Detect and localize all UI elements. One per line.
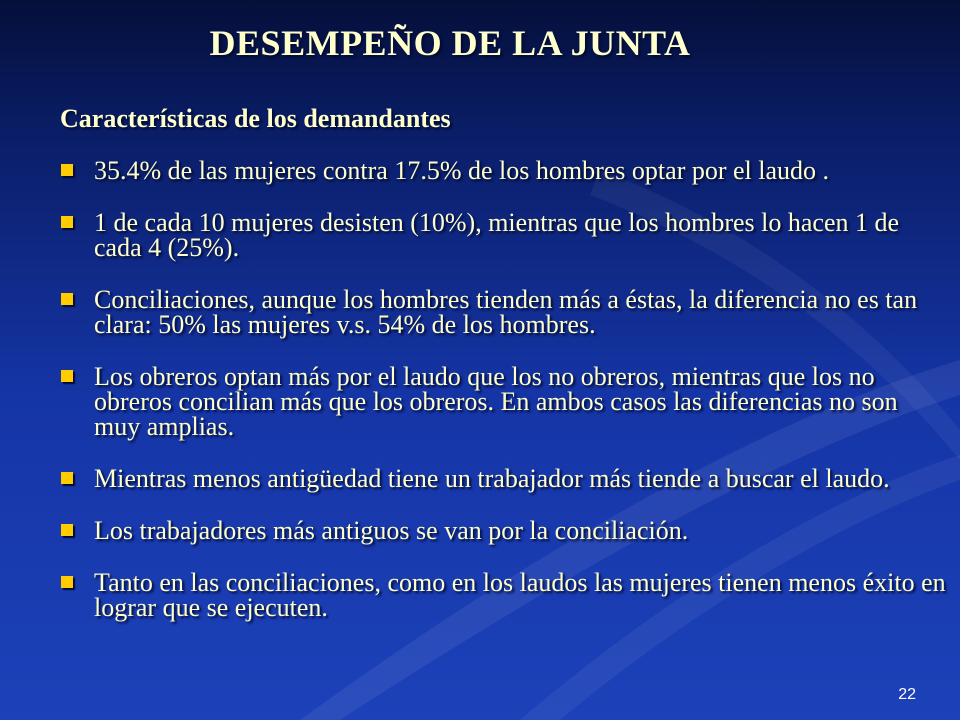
bullet-text: Conciliaciones, aunque los hombres tienden más a éstas, la diferencia no es tan clara: 50% las mujeres v.s. 54% de los hombres. [94,285,918,339]
bullet-text: Tanto en las conciliaciones, como en los laudos las mujeres tienen menos éxito en lograr que se ejecuten. [94,568,946,622]
bullet-text: 1 de cada 10 mujeres desisten (10%), mientras que los hombres lo hacen 1 de cada 4 (25%). [94,208,900,262]
bullet-text: Los trabajadores más antiguos se van por la conciliación. [94,516,689,545]
bullet-item [60,158,950,183]
square-bullet-icon [61,216,73,228]
square-bullet-icon [61,293,73,305]
bullet-item [60,466,950,491]
bullet-list [60,158,950,647]
bullet-text: 35.4% de las mujeres contra 17.5% de los hombres optar por el laudo . [94,156,830,185]
page-number: 22 [898,686,916,703]
square-bullet-icon [61,472,73,484]
slide-subtitle: Características de los demandantes [60,104,451,133]
square-bullet-icon [61,576,73,588]
bullet-item [60,287,950,337]
bullet-item [60,570,950,620]
bullet-item [60,210,950,260]
slide-title: DESEMPEÑO DE LA JUNTA [209,23,691,63]
bullet-text: Mientras menos antigüedad tiene un trabajador más tiende a buscar el laudo. [94,464,890,493]
square-bullet-icon [61,524,73,536]
bullet-text: Los obreros optan más por el laudo que los no obreros, mientras que los no obreros concilian más que los obreros. En ambos casos las diferencias no son muy amplias. [94,362,898,441]
square-bullet-icon [61,370,73,382]
bullet-item [60,518,950,543]
bullet-item [60,364,950,439]
square-bullet-icon [61,164,73,176]
